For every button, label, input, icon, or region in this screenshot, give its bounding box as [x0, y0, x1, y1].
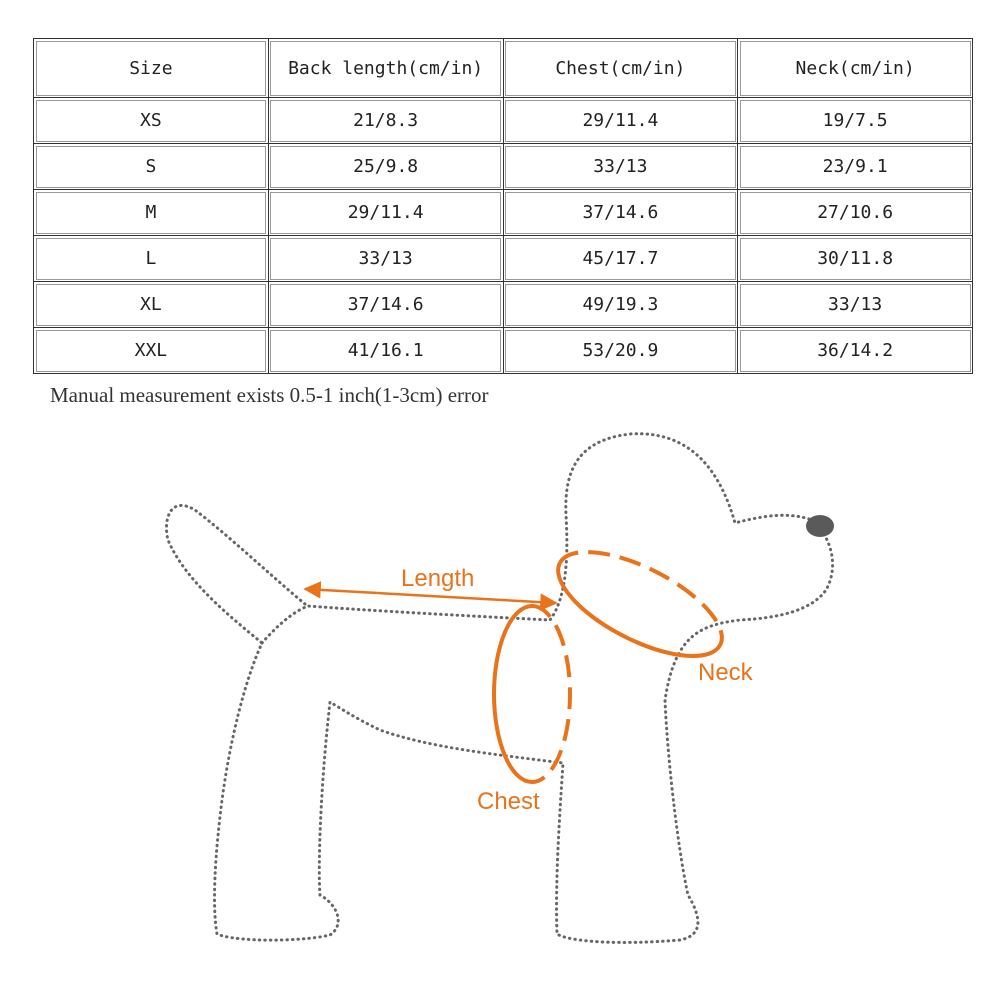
cell-back-length: 25/9.8 — [268, 144, 503, 190]
dog-body-outline — [215, 434, 833, 943]
neck-label: Neck — [698, 659, 753, 686]
header-size: Size — [34, 39, 269, 98]
cell-neck: 36/14.2 — [738, 328, 973, 374]
cell-chest: 37/14.6 — [503, 190, 738, 236]
cell-size: L — [34, 236, 269, 282]
header-back-length: Back length(cm/in) — [268, 39, 503, 98]
neck-measure-ring — [543, 531, 736, 677]
cell-back-length: 21/8.3 — [268, 98, 503, 144]
cell-size: XL — [34, 282, 269, 328]
chest-measure-ring — [494, 606, 570, 782]
measurement-note: Manual measurement exists 0.5-1 inch(1-3cm) error — [50, 383, 489, 407]
dog-outline — [166, 434, 832, 943]
cell-back-length: 37/14.6 — [268, 282, 503, 328]
cell-size: M — [34, 190, 269, 236]
cell-neck: 30/11.8 — [738, 236, 973, 282]
cell-chest: 49/19.3 — [503, 282, 738, 328]
header-neck: Neck(cm/in) — [738, 39, 973, 98]
dog-tail-outline — [166, 505, 305, 643]
cell-chest: 33/13 — [503, 144, 738, 190]
cell-chest: 53/20.9 — [503, 328, 738, 374]
cell-back-length: 33/13 — [268, 236, 503, 282]
cell-back-length: 41/16.1 — [268, 328, 503, 374]
dog-nose — [806, 515, 834, 537]
header-chest: Chest(cm/in) — [503, 39, 738, 98]
cell-size: XXL — [34, 328, 269, 374]
cell-size: S — [34, 144, 269, 190]
length-label: Length — [401, 565, 475, 592]
cell-neck: 23/9.1 — [738, 144, 973, 190]
cell-chest: 45/17.7 — [503, 236, 738, 282]
cell-neck: 33/13 — [738, 282, 973, 328]
cell-chest: 29/11.4 — [503, 98, 738, 144]
cell-size: XS — [34, 98, 269, 144]
cell-back-length: 29/11.4 — [268, 190, 503, 236]
cell-neck: 27/10.6 — [738, 190, 973, 236]
chest-label: Chest — [477, 788, 540, 815]
cell-neck: 19/7.5 — [738, 98, 973, 144]
